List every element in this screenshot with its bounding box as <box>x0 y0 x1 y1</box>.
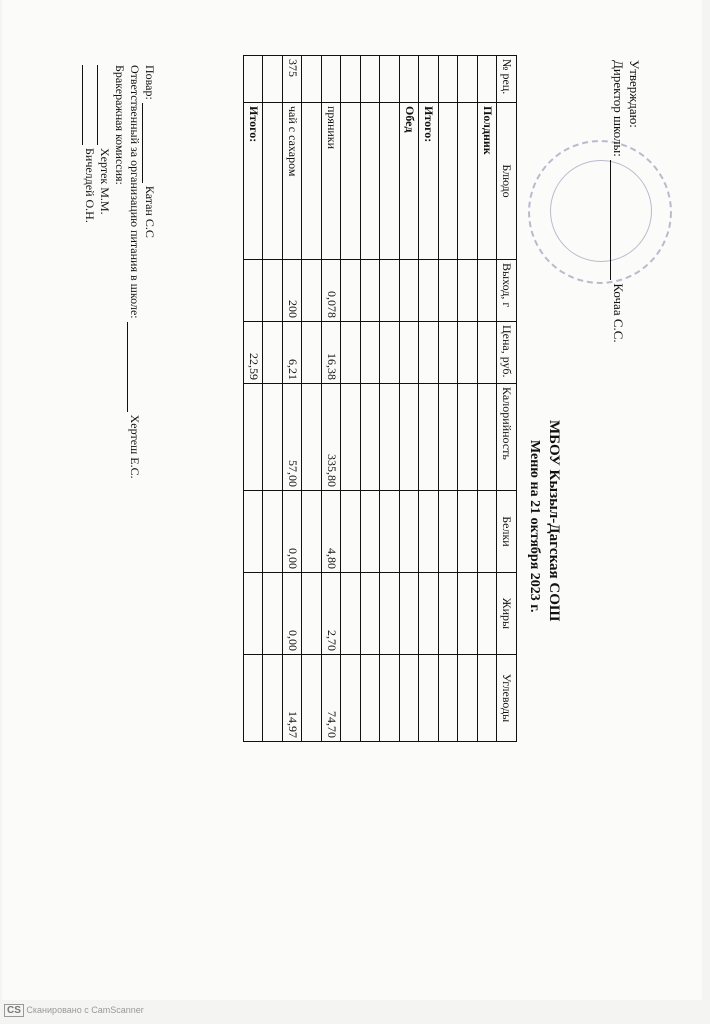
table-cell <box>458 573 478 655</box>
col-header: Калорийность <box>497 384 517 491</box>
table-cell: Итого: <box>244 103 264 260</box>
table-cell <box>439 103 459 260</box>
table-cell <box>439 655 459 742</box>
commission-label: Бракеражная комиссия: <box>113 65 127 185</box>
table-cell <box>419 260 439 322</box>
table-cell <box>263 573 283 655</box>
scanned-page <box>2 0 702 1000</box>
responsible-label: Ответственный за организацию питания в школе: <box>128 65 142 319</box>
table-cell <box>244 260 264 322</box>
table-cell <box>341 655 361 742</box>
table-cell: 74,70 <box>322 655 342 742</box>
table-cell <box>302 103 322 260</box>
table-cell <box>361 322 381 384</box>
col-header: Жиры <box>497 573 517 655</box>
table-cell: 2,70 <box>322 573 342 655</box>
table-cell <box>478 260 498 322</box>
table-cell <box>322 56 342 103</box>
table-cell <box>478 573 498 655</box>
table-cell <box>302 384 322 491</box>
table-cell: 14,97 <box>283 655 303 742</box>
table-cell <box>380 322 400 384</box>
table-cell <box>380 491 400 573</box>
table-cell <box>439 491 459 573</box>
table-cell <box>341 322 361 384</box>
table-cell <box>380 384 400 491</box>
table-cell: Полдник <box>478 103 498 260</box>
table-cell <box>341 56 361 103</box>
rotated-document <box>2 0 702 1000</box>
table-cell <box>302 491 322 573</box>
table-cell: 0,00 <box>283 573 303 655</box>
table-cell: 57,00 <box>283 384 303 491</box>
table-cell <box>458 56 478 103</box>
table-row <box>361 56 381 742</box>
table-cell: 6,21 <box>283 322 303 384</box>
member1-name: Хертек М.М. <box>98 148 112 215</box>
table-cell <box>439 260 459 322</box>
table-cell <box>244 573 264 655</box>
col-header: Углеводы <box>497 655 517 742</box>
table-cell <box>478 655 498 742</box>
table-cell <box>419 573 439 655</box>
col-header: Цена, руб. <box>497 322 517 384</box>
table-cell: 375 <box>283 56 303 103</box>
table-row <box>341 56 361 742</box>
table-cell <box>263 260 283 322</box>
table-cell <box>361 56 381 103</box>
table-cell <box>244 491 264 573</box>
camscanner-logo-icon: CS <box>4 1004 24 1017</box>
table-cell: 0,00 <box>283 491 303 573</box>
school-stamp <box>528 140 672 284</box>
table-cell: 4,80 <box>322 491 342 573</box>
col-header: Белки <box>497 491 517 573</box>
table-cell <box>361 573 381 655</box>
signatures-block <box>82 65 157 479</box>
table-row <box>458 56 478 742</box>
table-cell <box>458 322 478 384</box>
table-cell: 0,078 <box>322 260 342 322</box>
table-cell <box>263 384 283 491</box>
col-header: Блюдо <box>497 103 517 260</box>
director-signature <box>610 160 623 280</box>
table-cell <box>341 573 361 655</box>
table-cell <box>263 56 283 103</box>
table-row <box>322 56 342 742</box>
menu-date: Меню на 21 октября 2023 г. <box>527 440 542 613</box>
table-cell <box>380 56 400 103</box>
member1-signature <box>97 65 110 145</box>
table-cell <box>302 573 322 655</box>
table-cell <box>419 384 439 491</box>
table-cell <box>380 573 400 655</box>
table-cell: 16,38 <box>322 322 342 384</box>
table-cell <box>478 322 498 384</box>
table-row <box>439 56 459 742</box>
table-cell: 22,59 <box>244 322 264 384</box>
table-cell <box>400 260 420 322</box>
table-cell <box>419 322 439 384</box>
table-cell <box>361 384 381 491</box>
table-cell <box>478 56 498 103</box>
responsible-line <box>127 65 142 479</box>
camscanner-text: Сканировано с CamScanner <box>26 1005 144 1015</box>
table-cell <box>263 322 283 384</box>
table-cell <box>263 103 283 260</box>
member1-line <box>97 65 112 479</box>
director-line <box>610 60 626 343</box>
table-cell <box>361 260 381 322</box>
member2-name: Бичелдей О.Н. <box>83 148 97 223</box>
table-row <box>244 56 264 742</box>
table-cell: Обед <box>400 103 420 260</box>
member2-line <box>82 65 97 479</box>
table-cell <box>439 56 459 103</box>
table-row <box>302 56 322 742</box>
table-cell <box>380 103 400 260</box>
cook-name: Катан С.С <box>143 185 157 238</box>
table-cell <box>341 491 361 573</box>
table-cell <box>244 56 264 103</box>
table-row <box>380 56 400 742</box>
table-cell <box>458 655 478 742</box>
table-cell <box>400 655 420 742</box>
table-cell <box>341 103 361 260</box>
table-cell <box>361 491 381 573</box>
menu-table <box>243 55 517 742</box>
table-cell <box>439 573 459 655</box>
table-cell <box>458 491 478 573</box>
table-cell <box>302 322 322 384</box>
table-cell <box>400 491 420 573</box>
table-cell <box>263 491 283 573</box>
table-cell <box>302 655 322 742</box>
table-row <box>283 56 303 742</box>
table-row <box>419 56 439 742</box>
camscanner-watermark <box>4 1004 144 1017</box>
table-cell <box>478 384 498 491</box>
table-cell <box>341 384 361 491</box>
responsible-name: Хертеш Е.С. <box>128 414 142 479</box>
table-cell: 200 <box>283 260 303 322</box>
col-header: Выход, г <box>497 260 517 322</box>
table-cell <box>419 56 439 103</box>
table-row <box>478 56 498 742</box>
table-cell: чай с сахаром <box>283 103 303 260</box>
table-cell: Итого: <box>419 103 439 260</box>
responsible-signature <box>127 322 140 412</box>
table-cell <box>380 260 400 322</box>
table-cell <box>361 655 381 742</box>
approval-block <box>610 60 642 343</box>
table-cell <box>419 491 439 573</box>
table-cell <box>400 384 420 491</box>
approve-label: Утверждаю: <box>627 60 642 128</box>
table-cell <box>341 260 361 322</box>
table-cell <box>400 322 420 384</box>
table-cell <box>419 655 439 742</box>
table-cell <box>439 384 459 491</box>
table-cell: 335,80 <box>322 384 342 491</box>
table-cell <box>439 322 459 384</box>
table-cell <box>263 655 283 742</box>
col-header: № рец. <box>497 56 517 103</box>
table-cell <box>458 260 478 322</box>
cook-line <box>142 65 157 479</box>
table-cell <box>302 260 322 322</box>
school-title: МБОУ Кызыл-Дагская СОШ <box>546 420 562 622</box>
table-cell <box>244 655 264 742</box>
table-cell <box>458 384 478 491</box>
table-cell <box>400 56 420 103</box>
table-header-row <box>497 56 517 742</box>
table-cell: пряники <box>322 103 342 260</box>
member2-signature <box>82 65 95 145</box>
cook-label: Повар: <box>143 65 157 100</box>
table-row <box>263 56 283 742</box>
table-cell <box>302 56 322 103</box>
table-cell <box>478 491 498 573</box>
table-row <box>400 56 420 742</box>
table-cell <box>458 103 478 260</box>
director-label: Директор школы: <box>611 60 626 157</box>
cook-signature <box>142 103 155 183</box>
table-cell <box>380 655 400 742</box>
director-name: Кочаа С.С. <box>611 283 626 343</box>
table-cell <box>400 573 420 655</box>
table-cell <box>244 384 264 491</box>
table-cell <box>361 103 381 260</box>
